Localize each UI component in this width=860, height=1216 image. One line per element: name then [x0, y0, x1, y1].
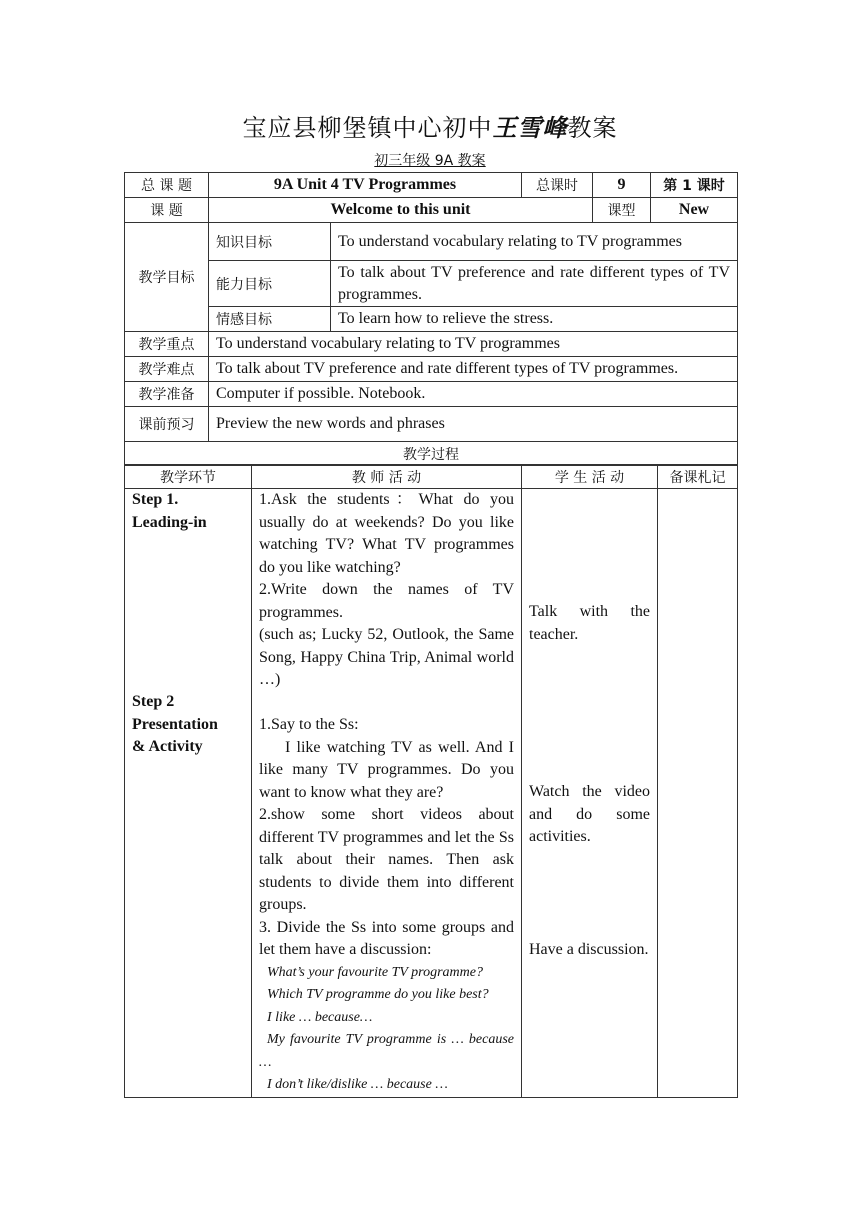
discussion-q5: I don’t like/dislike … because …	[267, 1077, 448, 1092]
document-title	[0, 108, 860, 143]
step1-subtitle: Leading-in	[132, 513, 207, 531]
course-row	[125, 173, 738, 198]
header-stage: 教学环节	[125, 465, 252, 489]
discussion-q4: My favourite TV programme is … because …	[259, 1032, 514, 1070]
title-suffix: 教案	[567, 114, 618, 142]
key-row	[125, 332, 738, 357]
teacher-p1: 1.Ask the students：What do you usually do at weekends? Do you like watching TV? What TV programmes do you like watching?	[259, 491, 514, 576]
steps-cell	[125, 489, 252, 1098]
type-label: 课型	[593, 198, 651, 223]
prep-value: Computer if possible. Notebook.	[209, 382, 738, 407]
step2-subtitle: Presentation	[132, 715, 218, 733]
difficult-value: To talk about TV preference and rate different types of TV programmes.	[209, 357, 738, 382]
header-notes: 备课札记	[658, 465, 738, 489]
teacher-p2: 2.Write down the names of TV programmes.	[259, 581, 514, 621]
key-value: To understand vocabulary relating to TV programmes	[209, 332, 738, 357]
header-student: 学 生 活 动	[522, 465, 658, 489]
student-s1: Talk with the teacher.	[529, 603, 650, 643]
discussion-q3: I like … because…	[267, 1009, 373, 1025]
student-s2: Watch the video and do some activities.	[529, 783, 650, 845]
ability-value: To talk about TV preference and rate different types of TV programmes.	[331, 261, 738, 307]
teacher-signature: 王雪峰	[492, 113, 568, 142]
notes-cell	[658, 489, 738, 1098]
teacher-p7: 3. Divide the Ss into some groups and let them have a discussion:	[259, 918, 514, 958]
emotion-value: To learn how to relieve the stress.	[331, 307, 738, 332]
step2-subtitle-2: & Activity	[132, 738, 203, 755]
teacher-p4: 1.Say to the Ss:	[259, 716, 359, 733]
course-label: 总 课 题	[125, 173, 209, 198]
school-name: 宝应县柳堡镇中心初中	[242, 114, 493, 142]
objectives-label: 教学目标	[125, 223, 209, 332]
emotion-row	[125, 307, 738, 332]
preview-value: Preview the new words and phrases	[209, 407, 738, 442]
total-periods-value: 9	[593, 173, 651, 198]
process-header-row	[125, 465, 738, 489]
preview-row	[125, 407, 738, 442]
process-heading-row	[125, 442, 738, 466]
key-label: 教学重点	[125, 332, 209, 357]
difficult-label: 教学难点	[125, 357, 209, 382]
ability-label: 能力目标	[209, 261, 331, 307]
discussion-q1: What’s your favourite TV programme?	[267, 964, 483, 980]
teacher-p5: I like watching TV as well. And I like many TV programmes. Do you want to know what they are?	[259, 738, 514, 801]
course-value: 9A Unit 4 TV Programmes	[209, 173, 522, 198]
discussion-q2: Which TV programme do you like best?	[267, 987, 489, 1002]
knowledge-label: 知识目标	[209, 223, 331, 261]
prep-label: 教学准备	[125, 382, 209, 407]
period-label: 第 1 课时	[651, 173, 738, 198]
preview-label: 课前预习	[125, 407, 209, 442]
step1-title: Step 1.	[132, 491, 179, 508]
teacher-p6: 2.show some short videos about different TV programmes and let the Ss talk about their names. Then ask students to divide them into different groups.	[259, 806, 514, 913]
difficult-row	[125, 357, 738, 382]
knowledge-value: To understand vocabulary relating to TV programmes	[331, 223, 738, 261]
student-s3: Have a discussion.	[529, 940, 649, 958]
emotion-label: 情感目标	[209, 307, 331, 332]
knowledge-row	[125, 223, 738, 261]
topic-label: 课 题	[125, 198, 209, 223]
step2-title: Step 2	[132, 693, 175, 710]
ability-row	[125, 261, 738, 307]
topic-row	[125, 198, 738, 223]
type-value: New	[651, 198, 738, 223]
student-activity-cell	[522, 489, 658, 1098]
process-body-row	[125, 489, 738, 1098]
teacher-p3: (such as; Lucky 52, Outlook, the Same Song, Happy China Trip, Animal world …)	[259, 626, 514, 688]
prep-row	[125, 382, 738, 407]
header-teacher: 教 师 活 动	[252, 465, 522, 489]
document-subtitle: 初三年级 9A 教案	[374, 153, 486, 169]
process-table	[124, 464, 738, 1098]
lesson-info-table	[124, 172, 738, 466]
teacher-activity-cell	[252, 489, 522, 1098]
process-label: 教学过程	[125, 442, 738, 466]
total-periods-label: 总课时	[522, 173, 593, 198]
topic-value: Welcome to this unit	[209, 198, 593, 223]
